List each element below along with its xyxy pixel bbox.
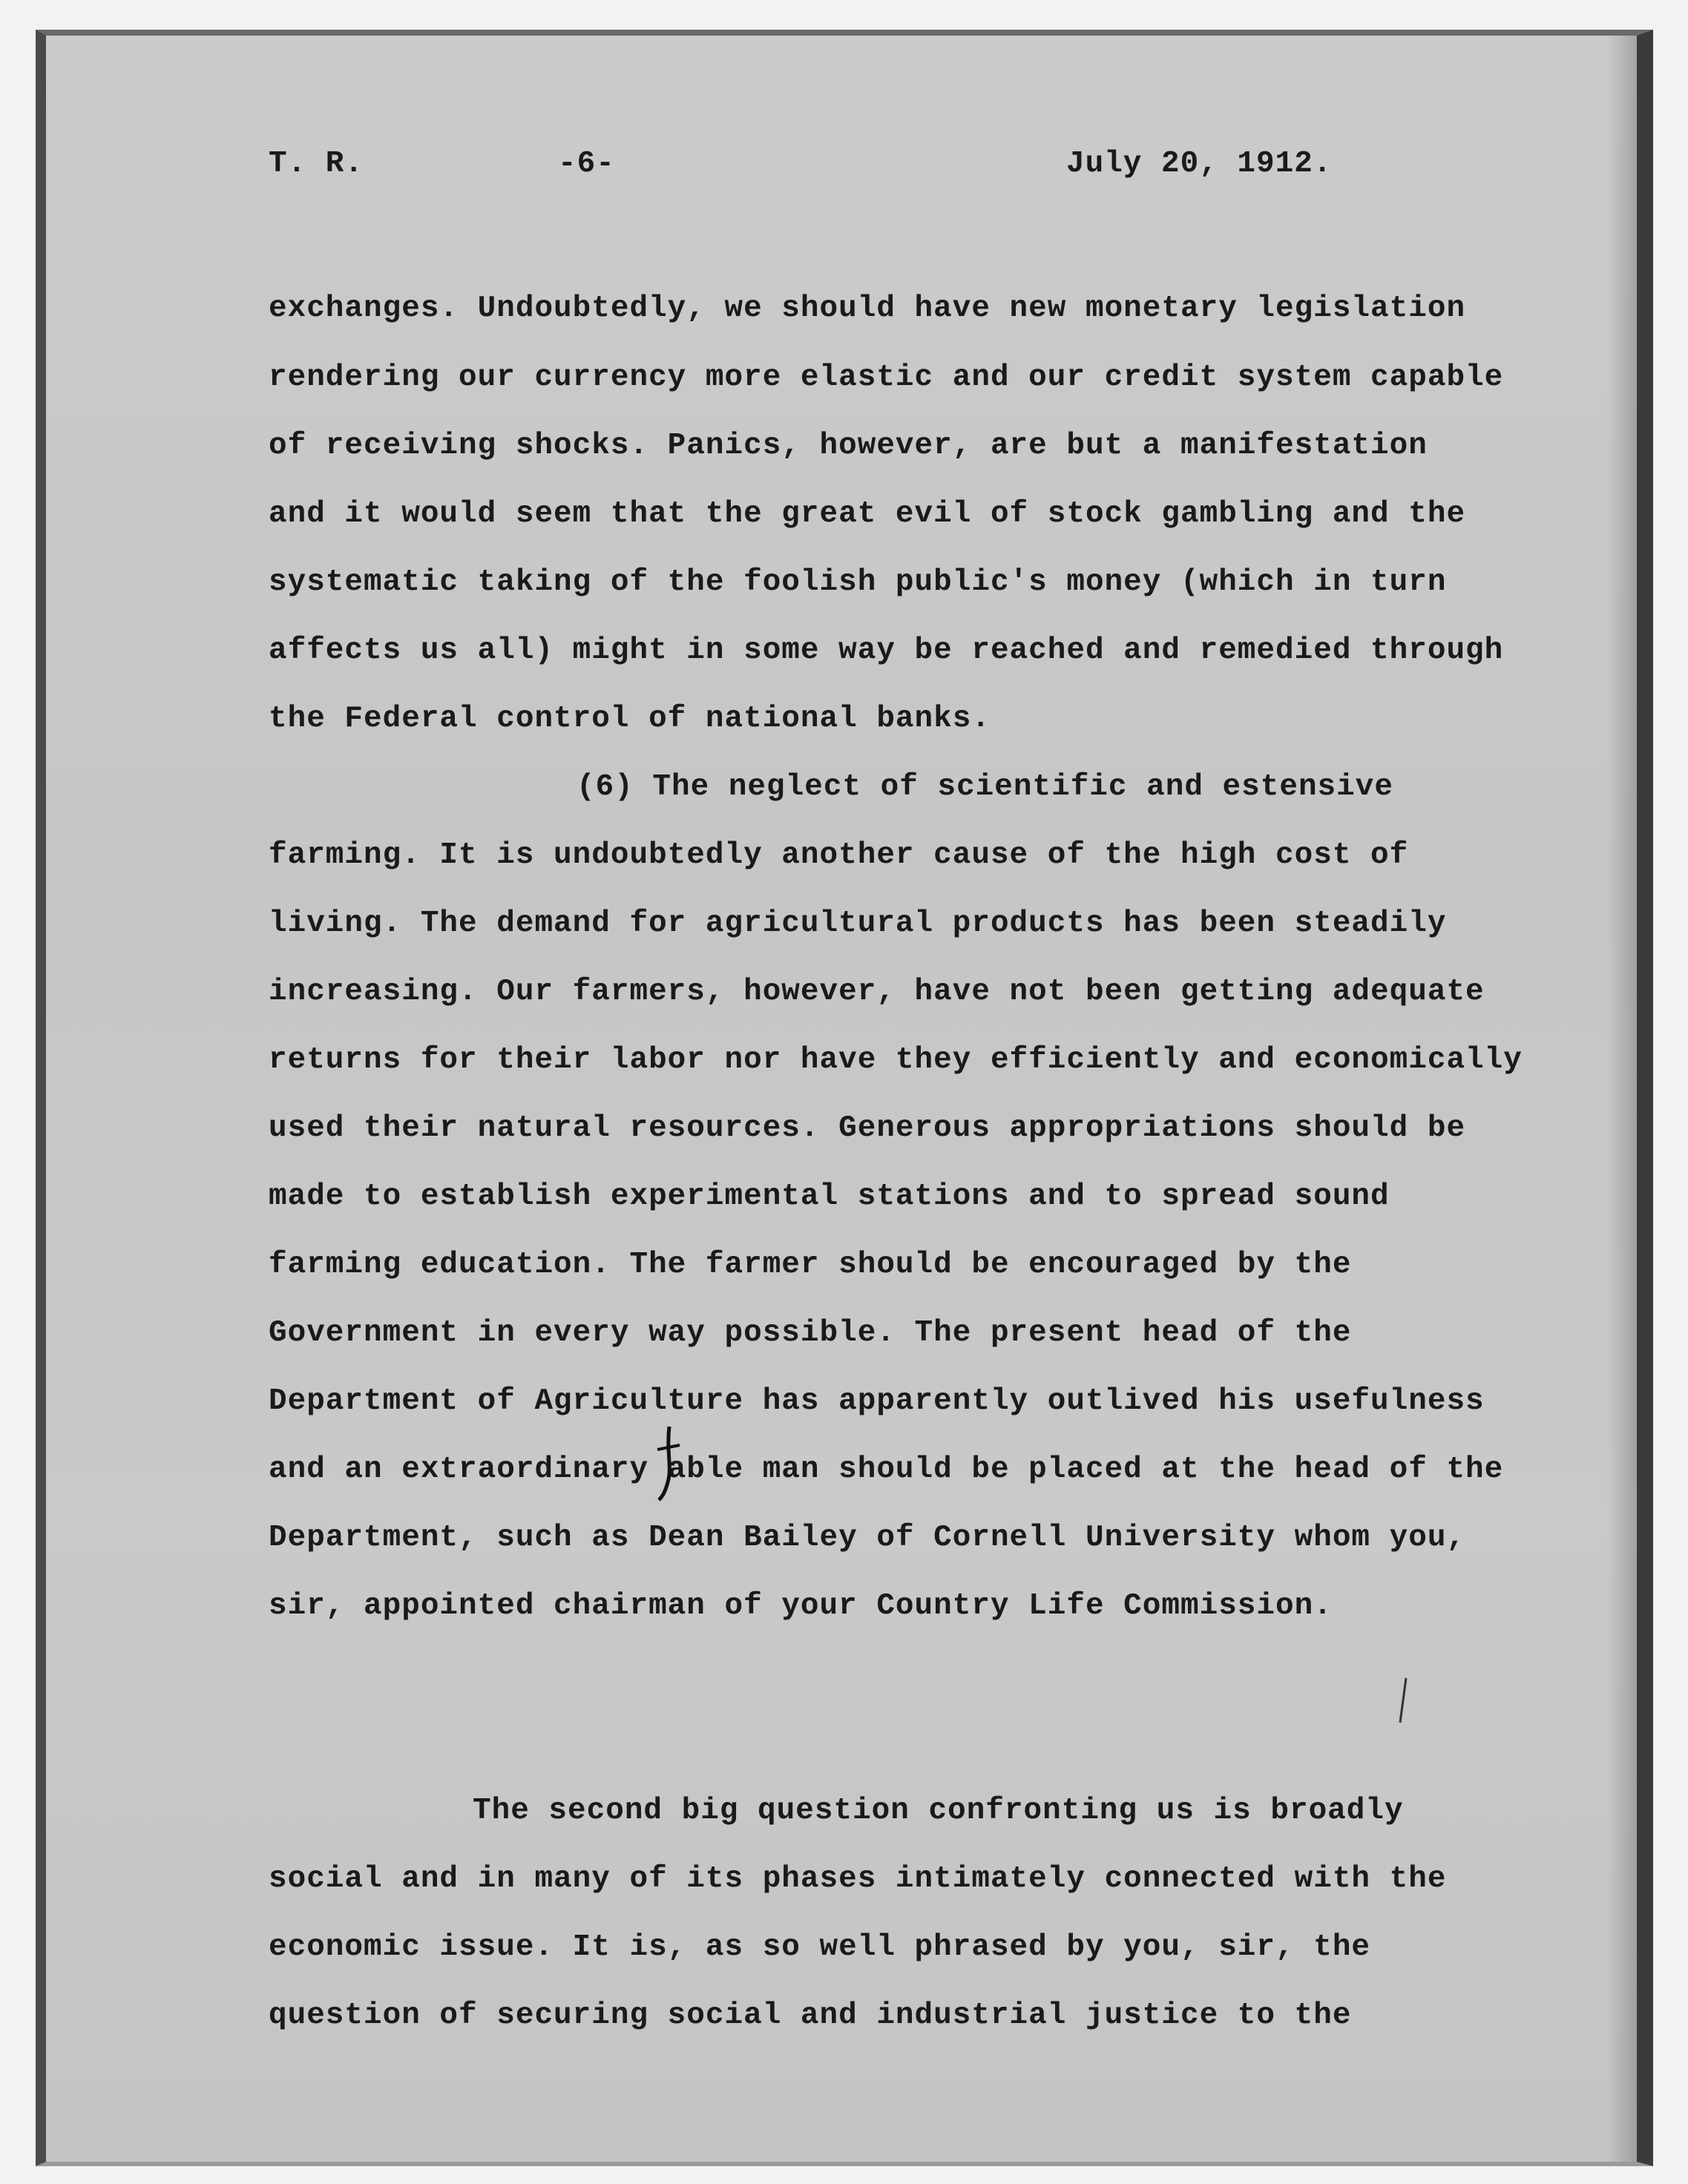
- text-line: farming. It is undoubtedly another cause of the high cost of: [269, 838, 1409, 872]
- text-line: rendering our currency more elastic and our credit system capable: [269, 361, 1504, 395]
- text-line: used their natural resources. Generous appropriations should be: [269, 1111, 1466, 1145]
- handwritten-correction-mark: [647, 1423, 692, 1504]
- text-line: increasing. Our farmers, however, have not been getting adequate: [269, 975, 1485, 1009]
- text-line: social and in many of its phases intimately connected with the: [269, 1862, 1447, 1896]
- text-line: and an extraordinary able man should be placed at the head of the: [269, 1453, 1504, 1487]
- text-line: the Federal control of national banks.: [269, 702, 991, 736]
- text-line: and it would seem that the great evil of stock gambling and the: [269, 497, 1466, 531]
- page-header: [269, 147, 1530, 191]
- text-line: exchanges. Undoubtedly, we should have new monetary legislation: [269, 292, 1466, 326]
- text-line: economic issue. It is, as so well phrased by you, sir, the: [269, 1930, 1371, 1964]
- text-line: sir, appointed chairman of your Country Life Commission.: [269, 1589, 1333, 1623]
- text-line: systematic taking of the foolish public's money (which in turn: [269, 565, 1447, 599]
- header-date: July 20, 1912.: [1066, 147, 1333, 181]
- text-line: made to establish experimental stations and to spread sound: [269, 1180, 1390, 1214]
- text-line: returns for their labor nor have they efficiently and economically: [269, 1043, 1523, 1077]
- text-line: Department of Agriculture has apparently outlived his usefulness: [269, 1384, 1485, 1418]
- text-line: living. The demand for agricultural products has been steadily: [269, 907, 1447, 941]
- header-initials: T. R.: [269, 147, 364, 181]
- text-line: question of securing social and industrial justice to the: [269, 1999, 1352, 2033]
- text-line: farming education. The farmer should be encouraged by the: [269, 1248, 1352, 1282]
- paragraph-3-opening-line: The second big question confronting us is broadly: [473, 1794, 1404, 1828]
- text-line: Department, such as Dean Bailey of Cornell University whom you,: [269, 1521, 1466, 1555]
- pencil-stroke: [1400, 1678, 1406, 1723]
- text-line: affects us all) might in some way be reached and remedied through: [269, 634, 1504, 668]
- pencil-tick-mark: [1393, 1675, 1415, 1727]
- text-line: Government in every way possible. The present head of the: [269, 1316, 1352, 1350]
- correction-stroke: [659, 1427, 669, 1500]
- header-page-number: -6-: [558, 147, 615, 181]
- typed-letter-page: [36, 30, 1653, 2166]
- paragraph-2-opening-line: (6) The neglect of scientific and estensive: [577, 770, 1393, 804]
- text-line: of receiving shocks. Panics, however, are but a manifestation: [269, 429, 1428, 463]
